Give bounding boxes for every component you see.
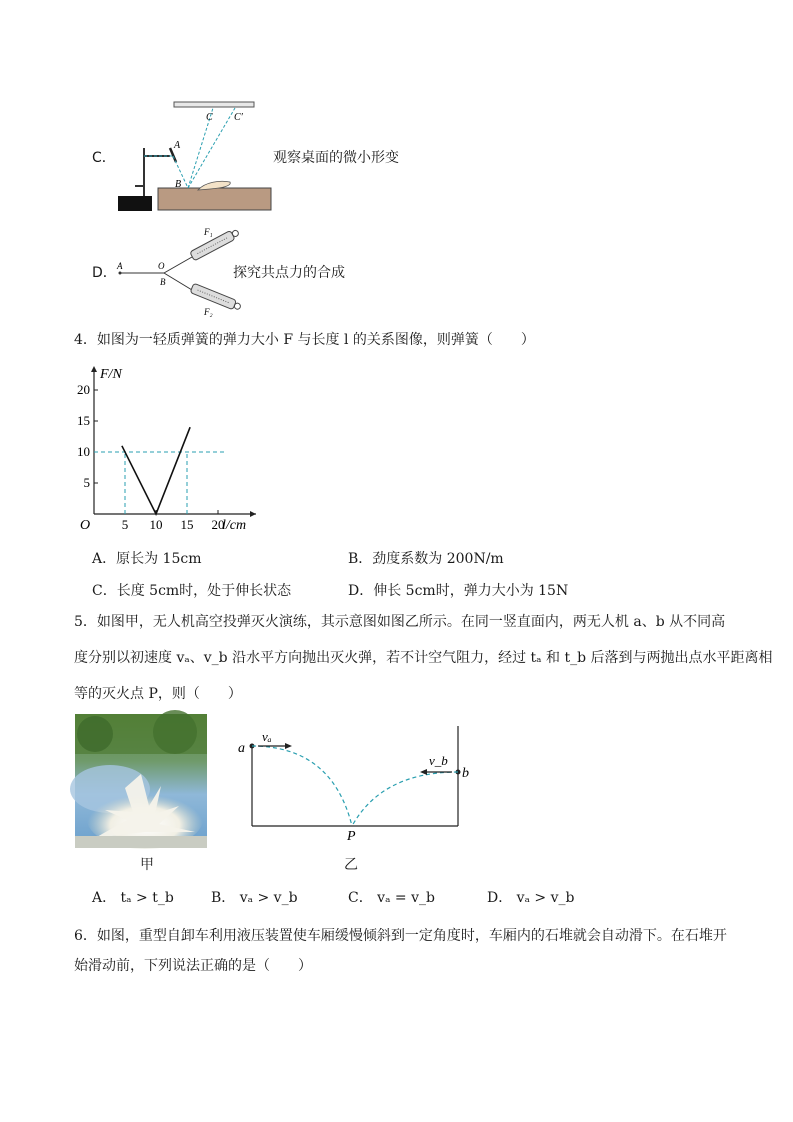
q4-chart [70,360,260,542]
label-o: O [158,261,165,271]
q4-option-a: A．原长为 15cm [92,551,202,567]
label-vb: v_b [429,753,448,768]
q5-option-b: B． vₐ > v_b [211,890,298,906]
label-p: P [347,829,356,844]
q5-stem-line2: 度分别以初速度 vₐ、v_b 沿水平方向抛出灭火弹，若不计空气阻力，经过 tₐ 和 t_b 后落到与两抛出点水平距离相 [74,650,773,666]
option-c-label: C． [92,150,116,166]
y-tick-label: 20 [77,382,90,397]
x-axis-label: l/cm [222,518,247,533]
q4-stem: 4．如图为一轻质弹簧的弹力大小 F 与长度 l 的关系图像，则弹簧（ ） [74,332,535,348]
q6-stem-line1: 6．如图，重型自卸车利用液压装置使车厢缓慢倾斜到一定角度时，车厢内的石堆就会自动滑下。在石堆开 [74,928,727,944]
x-axis-arrow [250,511,256,517]
q4-option-d: D．伸长 5cm时，弹力大小为 15N [348,583,569,599]
q5-photo [75,714,207,848]
origin-label: O [80,518,91,533]
q5-diagram-caption: 乙 [344,857,358,873]
y-tick-label: 5 [83,475,90,490]
label-a: A [174,140,181,151]
y-axis-arrow [91,366,97,372]
label-a: A [117,261,123,271]
label-f2: F₂ [204,307,213,317]
q5-diagram [232,722,482,844]
label-f1: F₁ [204,227,213,237]
y-axis-label: F/N [100,367,122,382]
label-c-prime: C′ [234,112,243,123]
label-a: a [238,741,245,756]
option-d-caption: 探究共点力的合成 [233,265,345,281]
label-b: B [160,277,166,287]
q5-stem-line1: 5．如图甲，无人机高空投弹灭火演练，其示意图如图乙所示。在同一竖直面内，两无人机 a、b 从不同高 [74,614,726,630]
q5-option-a: A． tₐ > t_b [92,890,174,906]
y-tick-label: 10 [77,444,90,459]
x-tick-label: 5 [121,517,129,532]
q4-option-c: C．长度 5cm时，处于伸长状态 [92,583,292,599]
label-va: vₐ [262,729,272,744]
q6-stem-line2: 始滑动前，下列说法正确的是（ ） [74,958,312,974]
label-c: C [206,112,213,123]
q5-option-d: D． vₐ > v_b [487,890,575,906]
label-b: b [462,766,469,781]
option-c-figure [110,96,280,216]
x-tick-label: 20 [211,517,225,532]
option-c-caption: 观察桌面的微小形变 [273,150,399,166]
q5-option-c: C． vₐ = v_b [348,890,435,906]
y-tick-label: 15 [77,413,90,428]
q5-stem-line3: 等的灭火点 P，则（ ） [74,686,242,702]
x-tick-label: 10 [149,517,163,532]
label-b: B [175,179,182,190]
series-line [122,427,190,514]
q4-option-b: B．劲度系数为 200N/m [348,551,504,567]
option-d-label: D． [92,265,117,281]
option-d-figure [112,225,242,317]
q5-photo-caption: 甲 [140,857,154,873]
x-tick-label: 15 [180,517,194,532]
